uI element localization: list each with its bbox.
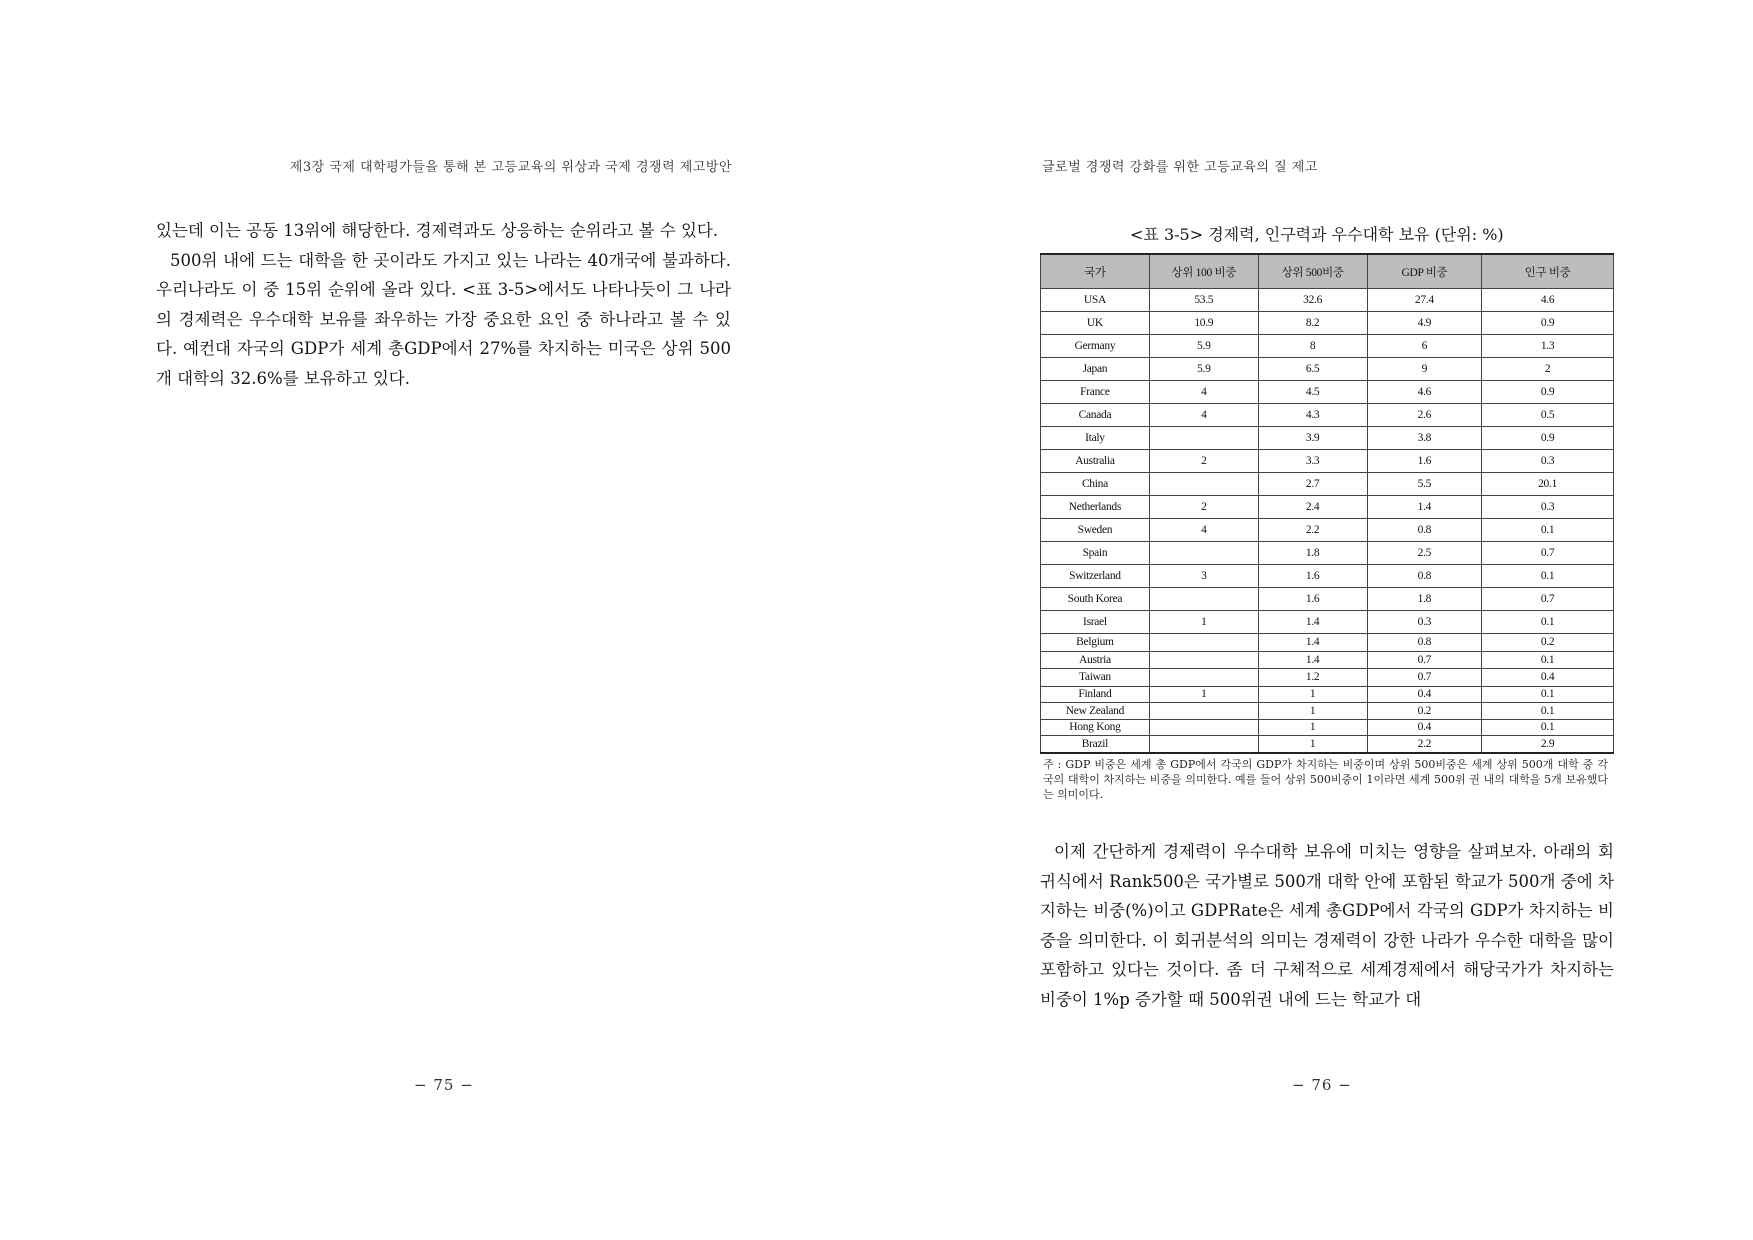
value-cell: 5.5 xyxy=(1367,473,1482,496)
value-cell xyxy=(1149,669,1258,687)
table-row xyxy=(1041,669,1614,687)
value-cell: 0.7 xyxy=(1482,542,1614,565)
country-cell: Belgium xyxy=(1041,634,1150,652)
paragraph: 이제 간단하게 경제력이 우수대학 보유에 미치는 영향을 살펴보자. 아래의 회귀식에서 Rank500은 국가별로 500개 대학 안에 포함된 학교가 500개 중에 차지하는 비중(%)이고 GDPRate은 세계 총GDP에서 각국의 GDP가 차지하는 비중을 의미한다. 이 회귀분석의 의미는 경제력이 강한 나라가 우수한 대학을 많이 포함하고 있다는 것이다. 좀 더 구체적으로 세계경제에서 해당국가가 차지하는 비중이 1%p 증가할 때 500위권 내에 드는 학교가 대 xyxy=(1040,842,1614,1009)
value-cell: 0.1 xyxy=(1482,565,1614,588)
country-cell: Finland xyxy=(1041,686,1150,703)
table-row xyxy=(1041,588,1614,611)
value-cell: 0.4 xyxy=(1482,669,1614,687)
header-country: 국가 xyxy=(1041,254,1150,289)
country-cell: Sweden xyxy=(1041,519,1150,542)
table-row xyxy=(1041,289,1614,312)
table-header-row xyxy=(1041,254,1614,289)
page-number-right: − 76 − xyxy=(1292,1076,1352,1094)
value-cell xyxy=(1149,736,1258,753)
paragraph: 있는데 이는 공동 13위에 해당한다. 경제력과도 상응하는 순위라고 볼 수 있다. xyxy=(156,221,719,240)
right-page xyxy=(876,0,1753,1240)
value-cell: 2.2 xyxy=(1258,519,1367,542)
value-cell: 1.3 xyxy=(1482,335,1614,358)
value-cell: 1.4 xyxy=(1367,496,1482,519)
table-row xyxy=(1041,565,1614,588)
country-cell: China xyxy=(1041,473,1150,496)
value-cell: 0.1 xyxy=(1482,719,1614,736)
value-cell: 4.3 xyxy=(1258,404,1367,427)
country-cell: Brazil xyxy=(1041,736,1150,753)
table-row xyxy=(1041,496,1614,519)
header-gdp: GDP 비중 xyxy=(1367,254,1482,289)
country-cell: Spain xyxy=(1041,542,1150,565)
table-row xyxy=(1041,473,1614,496)
value-cell: 4 xyxy=(1149,519,1258,542)
table-caption: <표 3-5> 경제력, 인구력과 우수대학 보유 (단위: %) xyxy=(1130,225,1504,244)
value-cell: 6.5 xyxy=(1258,358,1367,381)
value-cell: 0.7 xyxy=(1482,588,1614,611)
value-cell: 20.1 xyxy=(1482,473,1614,496)
value-cell: 1.6 xyxy=(1367,450,1482,473)
value-cell: 32.6 xyxy=(1258,289,1367,312)
value-cell: 0.1 xyxy=(1482,611,1614,634)
running-head-left: 제3장 국제 대학평가들을 통해 본 고등교육의 위상과 국제 경쟁력 제고방안 xyxy=(289,160,732,175)
value-cell: 2.5 xyxy=(1367,542,1482,565)
value-cell: 1.4 xyxy=(1258,611,1367,634)
value-cell: 0.1 xyxy=(1482,519,1614,542)
value-cell: 3.8 xyxy=(1367,427,1482,450)
value-cell: 1.8 xyxy=(1258,542,1367,565)
value-cell: 0.7 xyxy=(1367,669,1482,687)
country-cell: USA xyxy=(1041,289,1150,312)
value-cell: 4.9 xyxy=(1367,312,1482,335)
value-cell: 2.7 xyxy=(1258,473,1367,496)
country-cell: Hong Kong xyxy=(1041,719,1150,736)
value-cell: 0.5 xyxy=(1482,404,1614,427)
value-cell: 1 xyxy=(1149,686,1258,703)
table-row xyxy=(1041,651,1614,669)
value-cell: 5.9 xyxy=(1149,335,1258,358)
table-row xyxy=(1041,404,1614,427)
value-cell: 0.8 xyxy=(1367,565,1482,588)
value-cell: 0.3 xyxy=(1367,611,1482,634)
value-cell xyxy=(1149,651,1258,669)
value-cell: 8.2 xyxy=(1258,312,1367,335)
table-row xyxy=(1041,686,1614,703)
value-cell: 0.1 xyxy=(1482,651,1614,669)
value-cell: 2 xyxy=(1482,358,1614,381)
value-cell: 1 xyxy=(1149,611,1258,634)
value-cell: 5.9 xyxy=(1149,358,1258,381)
value-cell: 0.9 xyxy=(1482,427,1614,450)
data-table xyxy=(1040,253,1614,754)
value-cell: 2.4 xyxy=(1258,496,1367,519)
page-number-left: − 75 − xyxy=(414,1076,474,1094)
header-top100: 상위 100 비중 xyxy=(1149,254,1258,289)
table-row xyxy=(1041,703,1614,720)
paragraph: 500위 내에 드는 대학을 한 곳이라도 가지고 있는 나라는 40개국에 불과하다. 우리나라도 이 중 15위 순위에 올라 있다. <표 3-5>에서도 나타나듯이 그 나라의 경제력은 우수대학 보유를 좌우하는 가장 중요한 요인 중 하나라고 볼 수 있다. 예컨대 자국의 GDP가 세계 총GDP에서 27%를 차지하는 미국은 상위 500개 대학의 32.6%를 보유하고 있다. xyxy=(156,250,731,388)
value-cell: 4 xyxy=(1149,381,1258,404)
value-cell: 2 xyxy=(1149,450,1258,473)
country-cell: Canada xyxy=(1041,404,1150,427)
table-row xyxy=(1041,736,1614,753)
value-cell: 2.9 xyxy=(1482,736,1614,753)
value-cell: 0.9 xyxy=(1482,312,1614,335)
value-cell: 1 xyxy=(1258,686,1367,703)
value-cell: 0.8 xyxy=(1367,634,1482,652)
country-cell: Australia xyxy=(1041,450,1150,473)
value-cell: 10.9 xyxy=(1149,312,1258,335)
value-cell xyxy=(1149,634,1258,652)
value-cell: 0.3 xyxy=(1482,450,1614,473)
header-top500: 상위 500비중 xyxy=(1258,254,1367,289)
country-cell: Israel xyxy=(1041,611,1150,634)
value-cell: 1 xyxy=(1258,719,1367,736)
value-cell: 0.1 xyxy=(1482,686,1614,703)
value-cell: 0.9 xyxy=(1482,381,1614,404)
right-body-text xyxy=(1040,837,1614,1014)
country-cell: Austria xyxy=(1041,651,1150,669)
country-cell: Taiwan xyxy=(1041,669,1150,687)
value-cell xyxy=(1149,427,1258,450)
value-cell: 0.8 xyxy=(1367,519,1482,542)
value-cell: 2 xyxy=(1149,496,1258,519)
value-cell: 0.3 xyxy=(1482,496,1614,519)
value-cell: 0.2 xyxy=(1482,634,1614,652)
value-cell: 1.6 xyxy=(1258,588,1367,611)
value-cell: 0.1 xyxy=(1482,703,1614,720)
country-cell: UK xyxy=(1041,312,1150,335)
value-cell: 0.2 xyxy=(1367,703,1482,720)
value-cell: 3.9 xyxy=(1258,427,1367,450)
table-row xyxy=(1041,450,1614,473)
country-cell: Switzerland xyxy=(1041,565,1150,588)
value-cell: 0.7 xyxy=(1367,651,1482,669)
value-cell: 3.3 xyxy=(1258,450,1367,473)
country-cell: Japan xyxy=(1041,358,1150,381)
value-cell xyxy=(1149,703,1258,720)
table-row xyxy=(1041,542,1614,565)
left-page xyxy=(0,0,876,1240)
country-cell: South Korea xyxy=(1041,588,1150,611)
value-cell xyxy=(1149,473,1258,496)
table-row xyxy=(1041,634,1614,652)
value-cell: 1 xyxy=(1258,703,1367,720)
value-cell: 3 xyxy=(1149,565,1258,588)
table-note: 주 : GDP 비중은 세계 총 GDP에서 각국의 GDP가 차지하는 비중이며 상위 500비중은 세계 상위 500개 대학 중 각국의 대학이 차지하는 비중을 의미한다. 예를 들어 상위 500비중이 1이라면 세계 500위 권 내의 대학을 5개 보유했다는 의미이다. xyxy=(1043,758,1608,801)
value-cell: 1.2 xyxy=(1258,669,1367,687)
left-body-text xyxy=(156,216,731,393)
country-cell: Italy xyxy=(1041,427,1150,450)
country-cell: Netherlands xyxy=(1041,496,1150,519)
table-row xyxy=(1041,381,1614,404)
table-row xyxy=(1041,335,1614,358)
value-cell xyxy=(1149,542,1258,565)
country-cell: Germany xyxy=(1041,335,1150,358)
running-head-right: 글로벌 경쟁력 강화를 위한 고등교육의 질 제고 xyxy=(1042,160,1318,175)
value-cell: 1 xyxy=(1258,736,1367,753)
value-cell: 4.6 xyxy=(1367,381,1482,404)
value-cell: 1.4 xyxy=(1258,634,1367,652)
value-cell: 4.5 xyxy=(1258,381,1367,404)
table-row xyxy=(1041,312,1614,335)
table-row xyxy=(1041,427,1614,450)
country-cell: France xyxy=(1041,381,1150,404)
value-cell: 53.5 xyxy=(1149,289,1258,312)
header-population: 인구 비중 xyxy=(1482,254,1614,289)
value-cell: 4 xyxy=(1149,404,1258,427)
country-cell: New Zealand xyxy=(1041,703,1150,720)
value-cell: 0.4 xyxy=(1367,719,1482,736)
value-cell: 6 xyxy=(1367,335,1482,358)
value-cell xyxy=(1149,719,1258,736)
value-cell: 1.8 xyxy=(1367,588,1482,611)
value-cell xyxy=(1149,588,1258,611)
value-cell: 2.6 xyxy=(1367,404,1482,427)
value-cell: 9 xyxy=(1367,358,1482,381)
table-row xyxy=(1041,358,1614,381)
table-row xyxy=(1041,519,1614,542)
value-cell: 4.6 xyxy=(1482,289,1614,312)
value-cell: 8 xyxy=(1258,335,1367,358)
value-cell: 2.2 xyxy=(1367,736,1482,753)
value-cell: 1.6 xyxy=(1258,565,1367,588)
value-cell: 1.4 xyxy=(1258,651,1367,669)
value-cell: 27.4 xyxy=(1367,289,1482,312)
value-cell: 0.4 xyxy=(1367,686,1482,703)
table-row xyxy=(1041,611,1614,634)
table-row xyxy=(1041,719,1614,736)
